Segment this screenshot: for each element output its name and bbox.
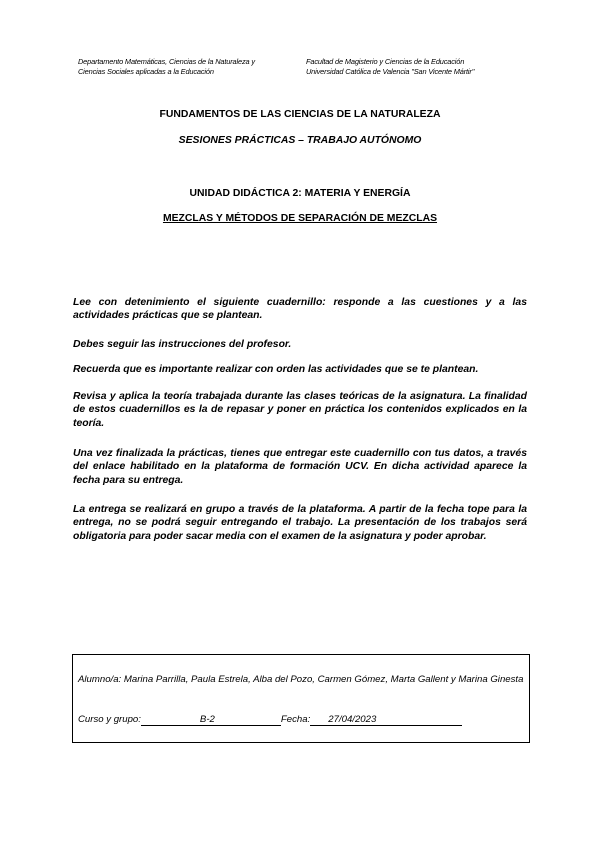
- instruction-paragraph: Recuerda que es importante realizar con orden las actividades que se te plantean.: [73, 364, 479, 375]
- group-label: Curso y grupo:: [78, 714, 141, 725]
- header-faculty: [306, 57, 536, 77]
- instruction-paragraph: Una vez finalizada la prácticas, tienes que entregar este cuadernillo con tus datos, a través del enlace habilitado en la plataforma de formación UCV. En dicha actividad aparece la fecha para su entrega.: [73, 448, 527, 486]
- sessions-subtitle: SESIONES PRÁCTICAS – TRABAJO AUTÓNOMO: [178, 135, 422, 146]
- topic-title: MEZCLAS Y MÉTODOS DE SEPARACIÓN DE MEZCLAS: [162, 213, 438, 224]
- unit-title: UNIDAD DIDÁCTICA 2: MATERIA Y ENERGÍA: [189, 188, 411, 199]
- group-field[interactable]: B-2: [141, 714, 281, 726]
- header-department-line1: Departamento Matemáticas, Ciencias de la Naturaleza y: [78, 57, 255, 66]
- student-info-box: [72, 654, 530, 743]
- header-faculty-line1: Facultad de Magisterio y Ciencias de la Educación: [306, 57, 465, 66]
- instruction-paragraph: Debes seguir las instrucciones del profesor.: [73, 339, 292, 350]
- header-department: [78, 57, 293, 77]
- instruction-paragraph: La entrega se realizará en grupo a través de la plataforma. A partir de la fecha tope para la entrega, no se podrá seguir entregando el trabajo. La presentación de los trabajos será obligatoria para poder sacar media con el examen de la asignatura y poder aprobar.: [73, 504, 527, 542]
- course-title: FUNDAMENTOS DE LAS CIENCIAS DE LA NATURALEZA: [159, 109, 441, 120]
- header-faculty-line2: Universidad Católica de Valencia "San Vicente Mártir": [306, 67, 475, 76]
- instruction-paragraph: Lee con detenimiento el siguiente cuadernillo: responde a las cuestiones y a las actividades prácticas que se plantean.: [73, 297, 527, 322]
- date-field[interactable]: 27/04/2023: [310, 714, 462, 726]
- header-department-line2: Ciencias Sociales aplicadas a la Educación: [78, 67, 214, 76]
- student-names: Alumno/a: Marina Parrilla, Paula Estrela, Alba del Pozo, Carmen Gómez, Marta Gallent y Marina Ginesta: [78, 674, 524, 685]
- instruction-paragraph: Revisa y aplica la teoría trabajada durante las clases teóricas de la asignatura. La finalidad de estos cuadernillos es la de repasar y poner en práctica los contenidos explicados en la teoría.: [73, 391, 527, 429]
- group-date-row: [78, 714, 462, 726]
- date-label: Fecha:: [280, 714, 311, 725]
